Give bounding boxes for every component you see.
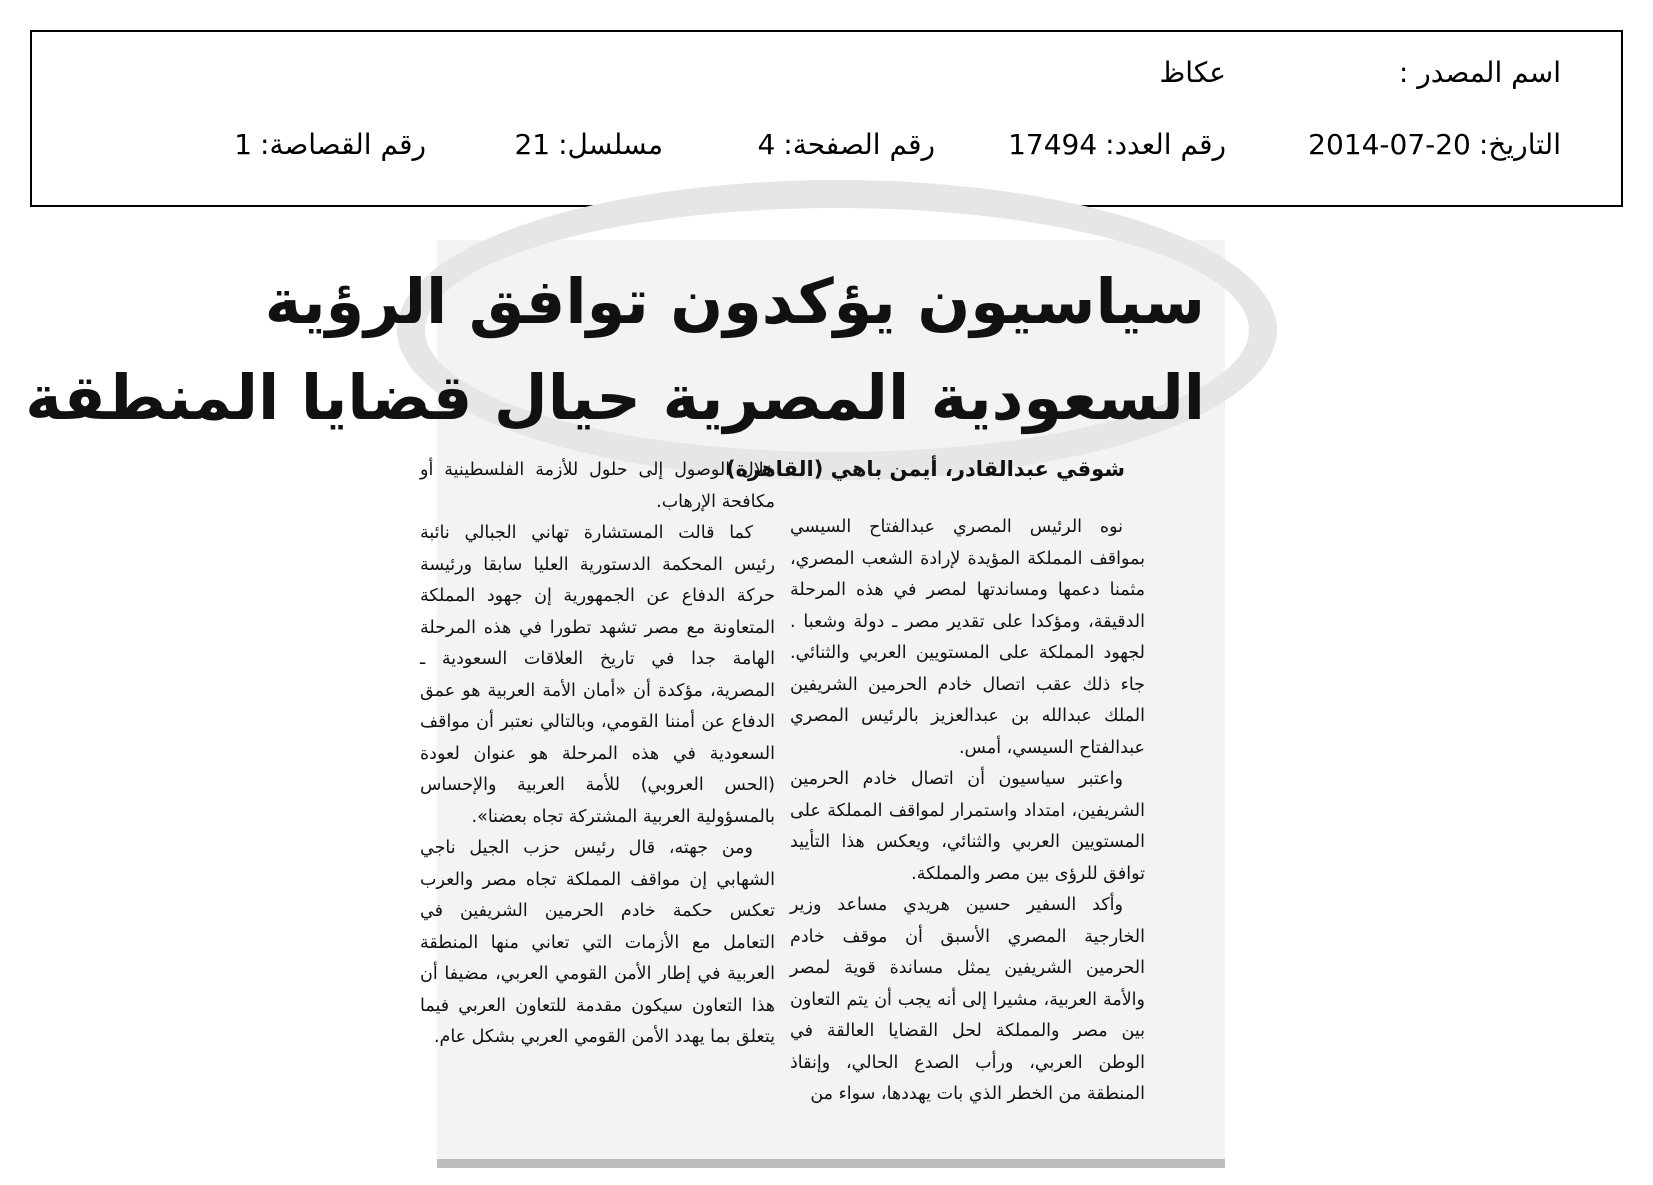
issue-value: 17494 [1008,128,1098,161]
paragraph: كما قالت المستشارة تهاني الجبالي نائبة رئيس المحكمة الدستورية العليا سابقا ورئيسة حركة الدفاع عن الجمهورية إن جهود المملكة المتعاونة مع مصر تشهد تطورا في هذه المرحلة الهامة جدا في تاريخ العلاقات السعودية ـ المصرية، مؤكدة أن «أمان الأمة العربية هو عمق الدفاع عن أمننا القومي، وبالتالي نعتبر أن مواقف السعودية في هذه المرحلة هو عنوان لعودة (الحس العروبي) للأمة العربية والإحساس بالمسؤولية العربية المشتركة تجاه بعضنا». [420,523,775,827]
issue-label: رقم العدد: [1105,128,1226,161]
page-label: رقم الصفحة: [783,128,935,161]
date-field [1308,128,1561,162]
clip-label: رقم القصاصة: [260,128,426,161]
page-field [757,128,935,162]
article-column-right [790,512,1145,1111]
serial-field [514,128,663,162]
source-value: عكاظ [1159,56,1226,89]
paragraph: ومن جهته، قال رئيس حزب الجيل ناجي الشهابي إن مواقف المملكة تجاه مصر والعرب تعكس حكمة خادم الحرمين الشريفين في التعامل مع الأزمات التي تعاني منها المنطقة العربية في إطار الأمن القومي العربي، مضيفا أن هذا التعاون سيكون مقدمة للتعاون العربي فيما يتعلق بما يهدد الأمن القومي العربي بشكل عام. [420,838,775,1047]
page-value: 4 [757,128,776,161]
paragraph: وأكد السفير حسين هريدي مساعد وزير الخارجية المصري الأسبق أن موقف خادم الحرمين الشريفين يمثل مساندة قوية لمصر والأمة العربية، مشيرا إلى أنه يجب أن يتم التعاون بين مصر والمملكة لحل القضايا العالقة في الوطن العربي، ورأب الصدع الحالي، وإنقاذ المنطقة من الخطر الذي بات يهددها، سواء من [790,895,1145,1104]
byline: شوقي عبدالقادر، أيمن باهي (القاهرة) [726,457,1125,481]
source-label: اسم المصدر : [1398,56,1561,89]
date-label: التاريخ: [1478,128,1561,161]
newspaper-clipping [25,240,1225,1168]
paragraph: واعتبر سياسيون أن اتصال خادم الحرمين الشريفين، امتداد واستمرار لمواقف المملكة على المستويين العربي والثنائي، ويعكس هذا التأييد توافق للرؤى بين مصر والمملكة. [790,769,1145,884]
clipping-bottom-rule [437,1159,1225,1168]
headline-line-1: سياسيون يؤكدون توافق الرؤية [264,265,1205,338]
serial-value: 21 [514,128,551,161]
headline-line-2: السعودية المصرية حيال قضايا المنطقة [25,361,1205,434]
serial-label: مسلسل: [558,128,663,161]
clip-value: 1 [234,128,253,161]
paragraph: نوه الرئيس المصري عبدالفتاح السيسي بمواقف المملكة المؤيدة لإرادة الشعب المصري، مثمنا دعمها ومساندتها لمصر في هذه المرحلة الدقيقة، ومؤكدا على تقدير مصر ـ دولة وشعبا . لجهود المملكة على المستويين العربي والثنائي. جاء ذلك عقب اتصال خادم الحرمين الشريفين الملك عبدالله بن عبدالعزيز بالرئيس المصري عبدالفتاح السيسي، أمس. [790,517,1145,758]
date-value: 2014-07-20 [1308,128,1471,161]
paragraph: خلال الوصول إلى حلول للأزمة الفلسطينية أو مكافحة الإرهاب. [420,460,775,512]
issue-field [1008,128,1226,162]
clip-field [234,128,426,162]
article-column-left [420,455,775,1054]
